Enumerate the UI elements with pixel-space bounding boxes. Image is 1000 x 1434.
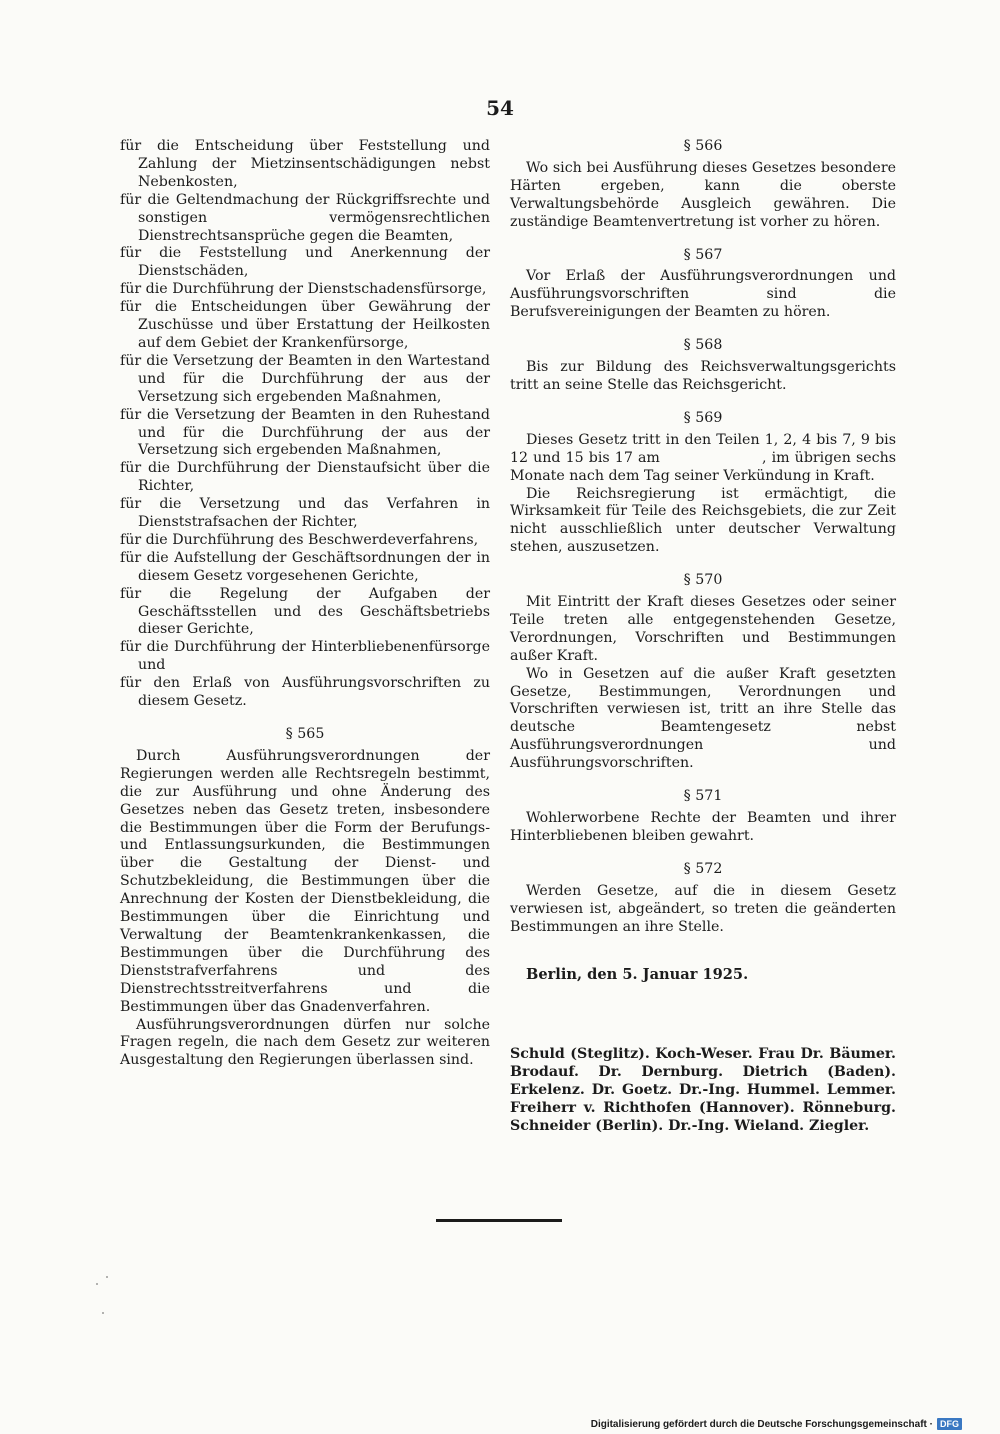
competence-item: für die Durchführung des Beschwerdeverfahrens, [120, 531, 479, 548]
section-566-heading: § 566 [683, 138, 723, 154]
dfg-logo: DFG [937, 1418, 962, 1430]
competence-item: für die Regelung der Aufgaben der Geschäftsstellen und des Geschäftsbetriebs dieser Gerichte, [120, 585, 490, 638]
page-number: 54 [486, 96, 514, 120]
competence-item: für die Durchführung der Dienstaufsicht über die Richter, [120, 460, 490, 495]
section-570-paragraph-2: Wo in Gesetzen auf die außer Kraft gesetzten Gesetze, Bestimmungen, Verordnungen und Vorschriften verwiesen ist, tritt an ihre Stelle das deutsche Beamtengesetz nebst Ausführungsverordnungen und Ausführungsvorschriften. [510, 665, 896, 772]
section-565-paragraph-1: Durch Ausführungsverordnungen der Regierungen werden alle Rechtsregeln bestimmt, die zur Ausführung und ohne Änderung des Gesetzes neben das Gesetz treten, insbesondere die Bestimmungen über die Form der Berufungs- und Entlassungsurkunden, die Bestimmungen über die Gestaltung der Dienst- und Schutzbekleidung, die Bestimmungen über die Anrechnung der Kosten der Dienstbekleidung, die Bestimmungen über die Einrichtung und Verwaltung der Beamtenkrankenkassen, die Bestimmungen über die Durchführung des Dienststrafverfahrens und des Dienstrechtsstreitverfahrens und die Bestimmungen über das Gnadenverfahren. [120, 747, 490, 1015]
scan-speck [102, 1312, 104, 1314]
section-565-paragraph-2: Ausführungsverordnungen dürfen nur solche Fragen regeln, die nach dem Gesetz zur weiteren Ausgestaltung den Regierungen überlassen sind. [120, 1016, 490, 1069]
section-571-heading: § 571 [683, 788, 723, 805]
competence-item: für die Aufstellung der Geschäftsordnungen der in diesem Gesetz vorgesehenen Gerichte, [120, 549, 490, 584]
section-568-text: Bis zur Bildung des Reichsverwaltungsgerichts tritt an seine Stelle das Reichsgericht. [510, 359, 896, 393]
competence-item: für die Geltendmachung der Rückgriffsrechte und sonstigen vermögensrechtlichen Dienstrechtsansprüche gegen die Beamten, [120, 191, 490, 244]
scan-speck [106, 1276, 108, 1278]
section-569-paragraph-2: Die Reichsregierung ist ermächtigt, die Wirksamkeit für Teile des Reichsgebiets, die zur Zeit nicht ausschließlich unter deutscher Verwaltung stehen, auszusetzen. [510, 485, 896, 556]
competence-item: für den Erlaß von Ausführungsvorschriften zu diesem Gesetz. [120, 675, 490, 710]
signatories: Schuld (Steglitz). Koch-Weser. Frau Dr. Bäumer. Brodauf. Dr. Dernburg. Dietrich (Baden). Erkelenz. Dr. Goetz. Dr.-Ing. Hummel. Lemmer. Freiherr v. Richthofen (Hannover). Rönneburg. Schneider (Berlin). Dr.-Ing. Wieland. Ziegler. [510, 1046, 896, 1134]
competence-item: für die Entscheidung über Feststellung und Zahlung der Mietzinsentschädigungen nebst Nebenkosten, [120, 138, 490, 190]
footer-text: Digitalisierung gefördert durch die Deutsche Forschungsgemeinschaft · [590, 1418, 933, 1430]
competence-list [120, 138, 490, 711]
left-column [120, 138, 490, 1070]
competence-item: für die Durchführung der Hinterbliebenenfürsorge und [120, 639, 490, 674]
competence-item: für die Entscheidungen über Gewährung der Zuschüsse und über Erstattung der Heilkosten auf dem Gebiet der Krankenfürsorge, [120, 299, 490, 351]
section-568-heading: § 568 [683, 337, 723, 354]
section-569-paragraph-1: Dieses Gesetz tritt in den Teilen 1, 2, 4 bis 7, 9 bis 12 und 15 bis 17 am , im übrigen sechs Monate nach dem Tag seiner Verkündung in Kraft. [510, 431, 901, 484]
competence-item: für die Durchführung der Dienstschadensfürsorge, [120, 281, 487, 298]
section-567-heading: § 567 [683, 246, 723, 263]
end-rule [436, 1219, 562, 1222]
footer-credit [591, 1418, 962, 1430]
section-571-text: Wohlerworbene Rechte der Beamten und ihrer Hinterbliebenen bleiben gewahrt. [510, 810, 896, 844]
section-569-heading: § 569 [683, 409, 723, 426]
section-567-text: Vor Erlaß der Ausführungsverordnungen und Ausführungsvorschriften sind die Berufsvereinigungen der Beamten zu hören. [510, 268, 896, 321]
closing-place-date: Berlin, den 5. Januar 1925. [526, 966, 749, 984]
competence-item: für die Versetzung der Beamten in den Wartestand und für die Durchführung der aus der Versetzung sich ergebenden Maßnahmen, [120, 352, 490, 405]
section-565-heading: § 565 [285, 726, 325, 742]
section-570-paragraph-1: Mit Eintritt der Kraft dieses Gesetzes oder seiner Teile treten alle entgegenstehenden Gesetze, Verordnungen, Vorschriften und Bestimmungen außer Kraft. [510, 594, 896, 664]
section-572-heading: § 572 [683, 860, 723, 877]
section-566-text: Wo sich bei Ausführung dieses Gesetzes besondere Härten ergeben, kann die oberste Verwaltungsbehörde Ausgleich gewähren. Die zuständige Beamtenvertretung ist vorher zu hören. [510, 159, 896, 230]
section-572-text: Werden Gesetze, auf die in diesem Gesetz verwiesen ist, abgeändert, so treten die geänderten Bestimmungen an ihre Stelle. [510, 882, 896, 935]
section-570-heading: § 570 [683, 572, 723, 589]
competence-item: für die Feststellung und Anerkennung der Dienstschäden, [120, 245, 490, 280]
competence-item: für die Versetzung der Beamten in den Ruhestand und für die Durchführung der aus der Versetzung sich ergebenden Maßnahmen, [120, 406, 490, 459]
right-column [510, 138, 901, 984]
signatories-block [510, 1046, 896, 1136]
scan-speck [96, 1283, 98, 1285]
competence-item: für die Versetzung und das Verfahren in Dienststrafsachen der Richter, [120, 496, 490, 531]
